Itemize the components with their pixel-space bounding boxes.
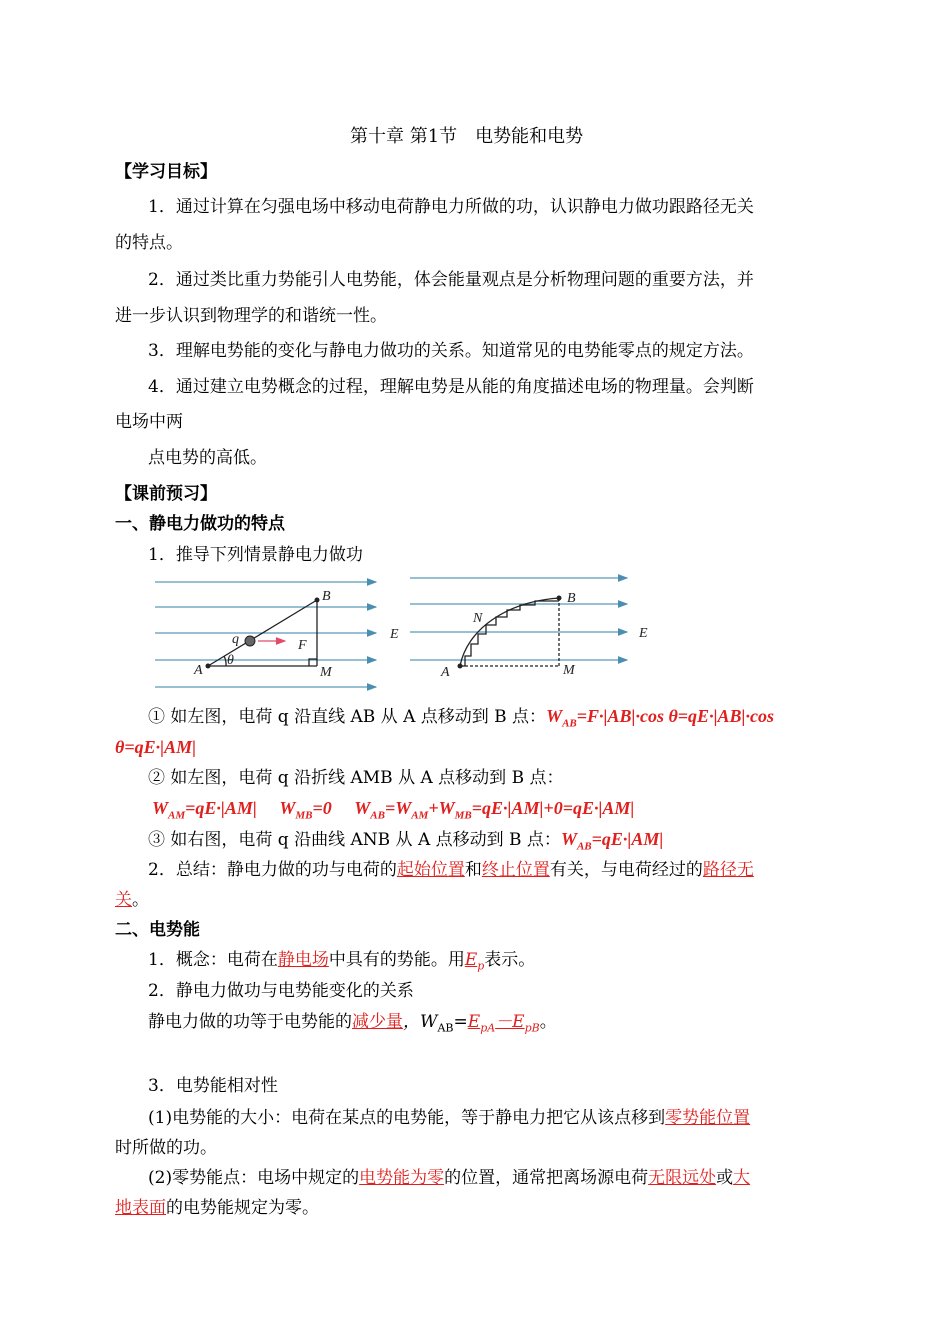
field-lines [155,582,376,687]
relation-line: 静电力做的功等于电势能的减少量，$W_{AB}=E_{pA}-E_{pB}$。 [148,1012,557,1035]
objective-2b: 进一步认识到物理学的和谐统一性。 [115,306,387,326]
blank-start-position: 起始位置 [396,860,465,880]
label-m: M [320,665,332,680]
objective-4b: 电场中两 [115,412,183,432]
prompt-1: 1．推导下列情景静电力做功 [148,545,363,565]
heading-2: 二、电势能 [115,920,200,940]
label-b-right: B [567,591,576,606]
label-a: A [194,663,203,678]
relativity-2-cont: 地表面的电势能规定为零。 [115,1198,319,1218]
summary-line-cont: 关。 [115,890,149,910]
summary-line: 2．总结：静电力做的功与电荷的起始位置和终止位置有关，与电荷经过的路径无 [148,860,754,880]
blank-infinity: 无限远处 [648,1168,717,1188]
objective-1b: 的特点。 [115,233,183,253]
blank-decrease: 减少量 [352,1012,403,1032]
relativity-2: (2)零势能点：电场中规定的电势能为零的位置，通常把离场源电荷无限远处或大 [148,1168,751,1188]
case-1-desc: ① 如左图，电荷 q 沿直线 AB 从 A 点移动到 B 点： [148,707,547,727]
figure-right [405,570,665,695]
label-theta: θ [227,653,234,668]
label-e-right: E [639,626,648,641]
label-m-right: M [563,663,575,678]
blank-ep: $E_p$ [464,950,485,973]
blank-end-position: 终止位置 [481,860,550,880]
case-1-text [148,706,774,734]
label-a-right: A [441,665,450,680]
concept-line: 1．概念：电荷在静电场中具有的势能。用$E_p$表示。 [148,950,536,973]
figure-left [150,570,410,695]
relativity-1-cont: 时所做的功。 [115,1138,217,1158]
field-lines-right [410,578,627,660]
blank-earth-surface: 地表面 [115,1198,166,1218]
blank-zero-energy: 电势能为零 [359,1168,445,1188]
section-objectives: 【学习目标】 [115,162,217,182]
blank-path: 路径无 [702,860,754,880]
objective-1a: 1．通过计算在匀强电场中移动电荷静电力所做的功，认识静电力做功跟路径无关 [148,197,754,217]
blank-epa-epb: $E_{pA}-E_{pB}$ [467,1012,540,1035]
case-3-answer: $W_{AB}=qE\cdot|AM|$ [560,829,664,853]
objective-2a: 2．通过类比重力势能引人电势能，体会能量观点是分析物理问题的重要方法，并 [148,270,754,290]
blank-static-field: 静电场 [277,950,329,970]
objective-3: 3．理解电势能的变化与静电力做功的关系。知道常见的电势能零点的规定方法。 [148,341,754,361]
label-n: N [473,611,483,626]
page-title: 第十章 第1节 电势能和电势 [350,126,584,147]
relation-heading: 2．静电力做功与电势能变化的关系 [148,981,414,1001]
label-f: F [298,638,307,653]
case-2-text: ② 如左图，电荷 q 沿折线 AMB 从 A 点移动到 B 点： [148,768,564,788]
relativity-heading: 3．电势能相对性 [148,1076,278,1096]
objective-4a: 4．通过建立电势概念的过程，理解电势是从能的角度描述电场的物理量。会判断 [148,377,754,397]
case-2-answer: $W_{AM}=qE\cdot|AM|$ $W_{MB}=0$ $W_{AB}=W_{AM}+W_{MB}=qE\cdot|AM|+0=qE\cdot|AM|$ [152,798,635,822]
label-e-left: E [390,627,399,642]
case-1-answer-cont: θ=qE·|AM| [115,737,197,757]
label-b: B [322,589,331,604]
objective-4c: 点电势的高低。 [148,448,267,468]
section-preview: 【课前预习】 [115,484,217,504]
relativity-1: (1)电势能的大小：电荷在某点的电势能，等于静电力把它从该点移到零势能位置 [148,1108,751,1128]
case-1-answer: $W_{AB}=F\cdot|AB|\cdot\cos$ θ=qE·|AB|·cos [546,706,775,730]
heading-1: 一、静电力做功的特点 [115,514,285,534]
case-3-text: ③ 如右图，电荷 q 沿曲线 ANB 从 A 点移动到 B 点：$W_{AB}=qE\cdot|AM|$ [148,829,664,853]
label-q: q [232,632,239,647]
blank-zero-position: 零势能位置 [665,1108,751,1128]
